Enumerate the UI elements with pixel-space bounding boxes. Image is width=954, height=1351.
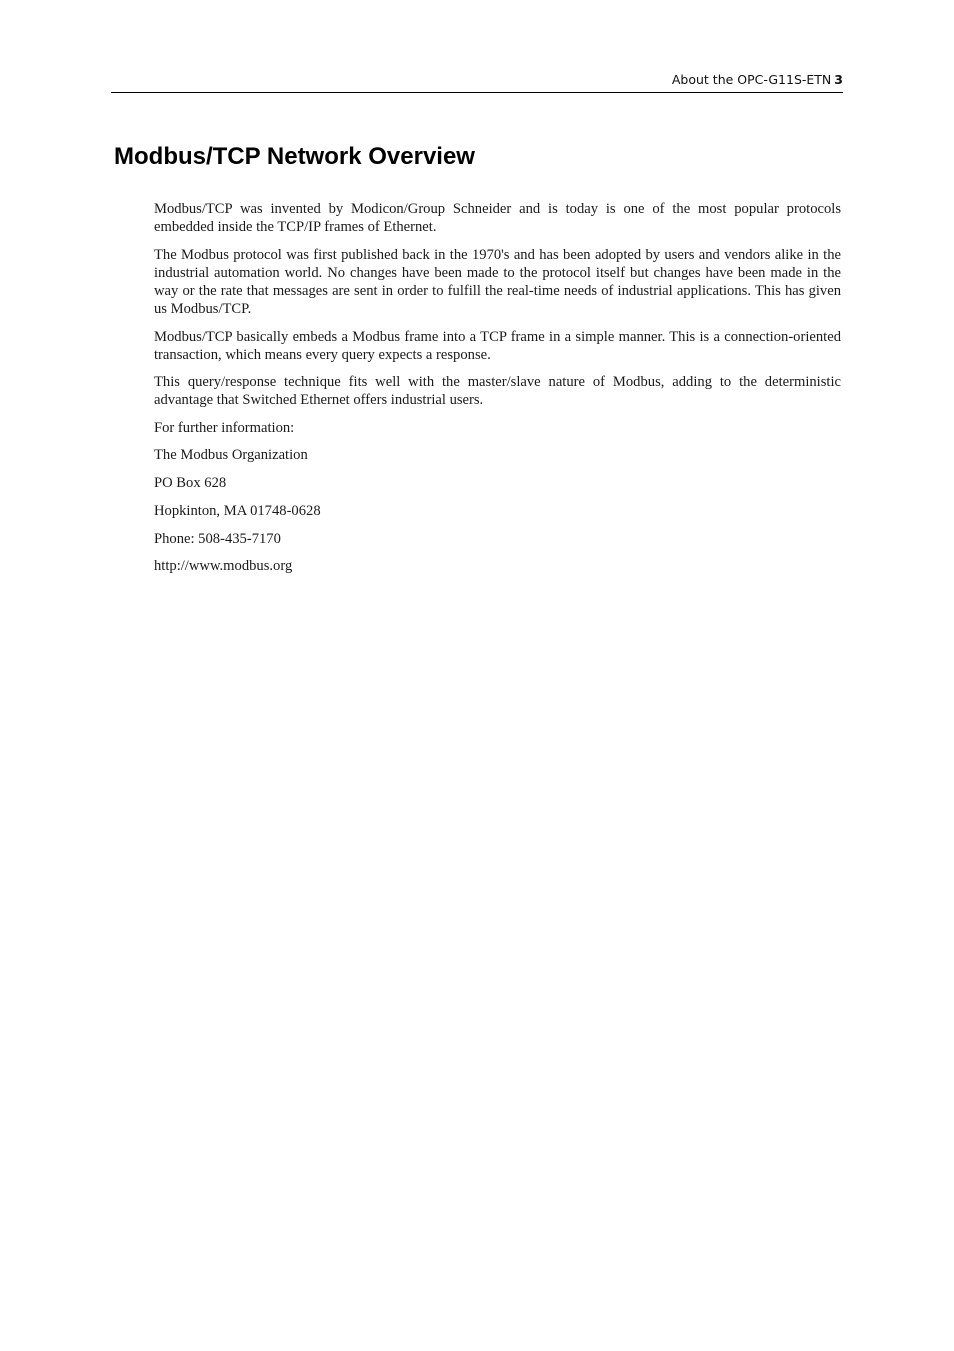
- paragraph-intro: Modbus/TCP was invented by Modicon/Group Schneider and is today is one of the most popular protocols embedded inside the TCP/IP frames of Ethernet.: [154, 201, 841, 236]
- paragraph-technique: This query/response technique fits well with the master/slave nature of Modbus, adding to the deterministic advantage that Switched Ethernet offers industrial users.: [154, 374, 841, 409]
- header-title: About the OPC-G11S-ETN: [671, 72, 832, 87]
- section-title: Modbus/TCP Network Overview: [114, 143, 475, 170]
- contact-phone: Phone: 508-435-7170: [154, 530, 281, 547]
- contact-organization: The Modbus Organization: [154, 447, 308, 464]
- paragraph-history: The Modbus protocol was first published back in the 1970's and has been adopted by users and vendors alike in the industrial automation world. No changes have been made to the protocol itself but changes have been made in the way or the rate that messages are sent in order to fulfill the real-time needs of industrial applications. This has given us Modbus/TCP.: [154, 246, 841, 318]
- body-content: [154, 200, 841, 585]
- paragraph-framing: Modbus/TCP basically embeds a Modbus frame into a TCP frame in a simple manner. This is a connection-oriented transaction, which means every query expects a response.: [154, 328, 841, 363]
- page-number: 3: [834, 72, 843, 87]
- contact-city: Hopkinton, MA 01748-0628: [154, 502, 321, 519]
- contact-po-box: PO Box 628: [154, 475, 227, 492]
- contact-website-link[interactable]: http://www.modbus.org: [154, 558, 293, 575]
- contact-intro: For further information:: [154, 419, 295, 436]
- running-header: [111, 72, 843, 93]
